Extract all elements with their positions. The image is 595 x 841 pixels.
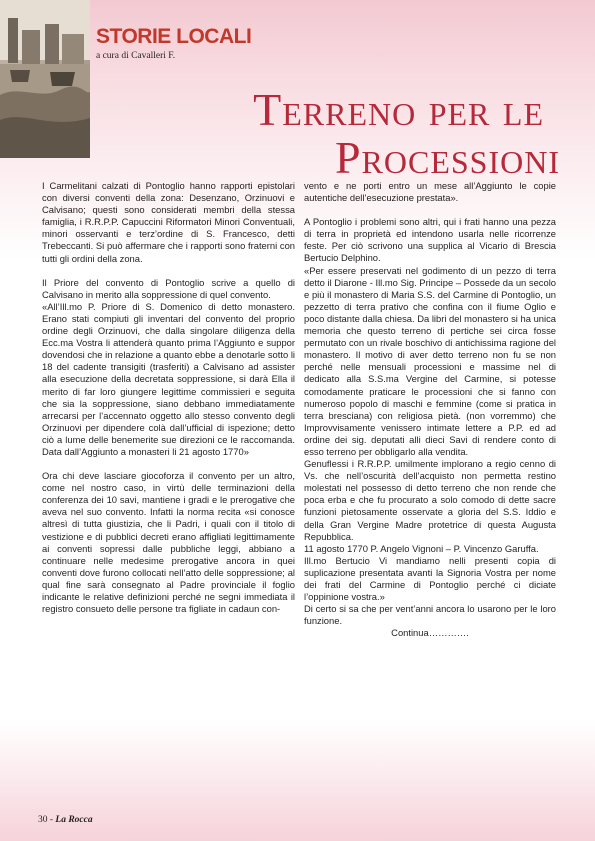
left-column: [42, 180, 295, 627]
paragraph: Il Priore del convento di Pontoglio scrive a quello di Calvisano in merito alla soppressione di quel convento.: [42, 276, 295, 300]
right-column: [304, 180, 556, 651]
paragraph: vento e ne porti entro un mese all’Aggiunto le copie autentiche dell’esecuzione prestata».: [304, 180, 556, 204]
paragraph: «All’Ill.mo P. Priore di S. Domenico di detto monastero. Erano stati compiuti gli inventari del convento del proprio ordine degli Orzinuovi, che dalla singolare diligenza della Ecc.ma Vostra li attenderà quanto prima l’Aggiunto e suppor dovendosi che in relazione a quanto ebbe a denotarle sotto li 18 del cadente transigiti (trasferiti) a Calvisano ad assister alla esecuzione della decretata soppressione, si darà Ella il merito di far loro giungere legittime commissieri e seguita che sia la soppressione, siano debbano immediatamente arrecarsi per l’accennato oggetto allo stesso convento degli Orzinuovi per dipendere colà dall’ufficial di ispezione; detto ciò a lume delle benemerite sue direzioni ce le raccomanda. Data dall’Aggiunto a monasteri li 21 agosto 1770»: [42, 300, 295, 457]
article-headline: [200, 86, 560, 182]
header-photo: [0, 0, 90, 158]
page-number: 30 -: [38, 815, 54, 825]
paragraph: I Carmelitani calzati di Pontoglio hanno rapporti epistolari con diversi conventi della zona: Desenzano, Orzinuovi e Calvisano; questi sono considerati membri della stessa famiglia, i R.R.P.P. Capuccini Riformatori Minori Conventuali, minori osservanti e terz’ordine di S. Francesco, detti Trebeccanti. Si può affermare che i rapporti sono fraterni con tutti gli ordini della zona.: [42, 180, 295, 264]
curator-byline: a cura di Cavalleri F.: [96, 51, 176, 61]
paragraph: Di certo si sa che per vent’anni ancora lo usarono per le loro funzione.: [304, 603, 556, 627]
paragraph: Ora chi deve lasciare giocoforza il convento per un altro, come nel nostro caso, in virtù delle terminazioni della conferenza dei 10 savi, mantiene i gradi e le prerogative che aveva nel suo convento. Infatti la norma recita «si conosce altresì di tutta giustizia, che li Padri, i quali con il titolo di vestizione e di pubblici decreti erano affigliati legittimamente ai conventi sopressi dalle pubbliche leggi, abbiano a continuare nelle medesime prerogative ancora in quei conventi dove furono collocati nell’atto delle soppressione; al qual fine sarà consegnato al Padre provinciale il foglio indicante le relative definizioni perché ne segni immediata il registro consueto delle persone tra figliate in cadaun con-: [42, 470, 295, 615]
headline-line-1: Terreno per le: [253, 84, 544, 135]
paragraph: 11 agosto 1770 P. Angelo Vignoni – P. Vincenzo Garuffa.: [304, 542, 539, 554]
headline-line-2: Processioni: [334, 132, 560, 183]
continued-marker: Continua………….: [391, 627, 469, 639]
magazine-name: La Rocca: [55, 815, 93, 825]
paragraph: Genuflessi i R.R.P.P. umilmente implorano a regio cenno di Vs. che nell’oscurità dell’acquisto non permetta restino molestati nel possesso di detto terreno che non rende che poca erba e che fu procurato a solo comodo di dette sacre funzioni pietosamente osservate a gloria del S.S. Iddio e della Gran Vergine Madre protetrice di questa Augusta Repubblica.: [304, 458, 556, 542]
paragraph: Ill.mo Bertucio Vi mandiamo nelli presenti copia di suplicazione presentata avanti la Signoria Vostra per nome dei frati del Carmine di Pontoglio perché ci diciate l’oppinione vostra.»: [304, 554, 556, 603]
section-title: STORIE LOCALI: [96, 25, 252, 48]
paragraph: «Per essere preservati nel godimento di un pezzo di terra detto il Diarone - Ill.mo Sig. Principe – Possede da un secolo e più il monastero di Maria S.S. del Carmine di Pontoglio, un pezzetto di terra prativo che confina con il fiume Oglio e poco distante dalla chiesa. Da libri del monastero si ha unica memoria che questo terreno di pertiche sei circa fosse permutato con un rivale boschivo di antichissima ragione del monastero. Il motivo di aver detto terreno non fu se non perché nelle mensuali processioni e massime nel di dedicato alla S.S.ma Vergine del Carmine, si potesse comodamente praticare le processioni che si fanno con numeroso popolo di maschi e femmine (come si pratica in terra bresciana) con religiosa pietà. (non vorremmo) che Improvvisamente venissero intimate lettere a P.P. ed ad ordine dei sig. deputati alli dieci Savi di rendere conto di esso terreno per obbligarlo alla vendita.: [304, 264, 556, 457]
page-footer: [38, 815, 93, 825]
paragraph: A Pontoglio i problemi sono altri, qui i frati hanno una pezza di terra in proprietà ed intendono usarla nelle ricorrenze feste. Per ciò scrivono una supplica al Vicario di Brescia Bertucio Delphino.: [304, 216, 556, 264]
